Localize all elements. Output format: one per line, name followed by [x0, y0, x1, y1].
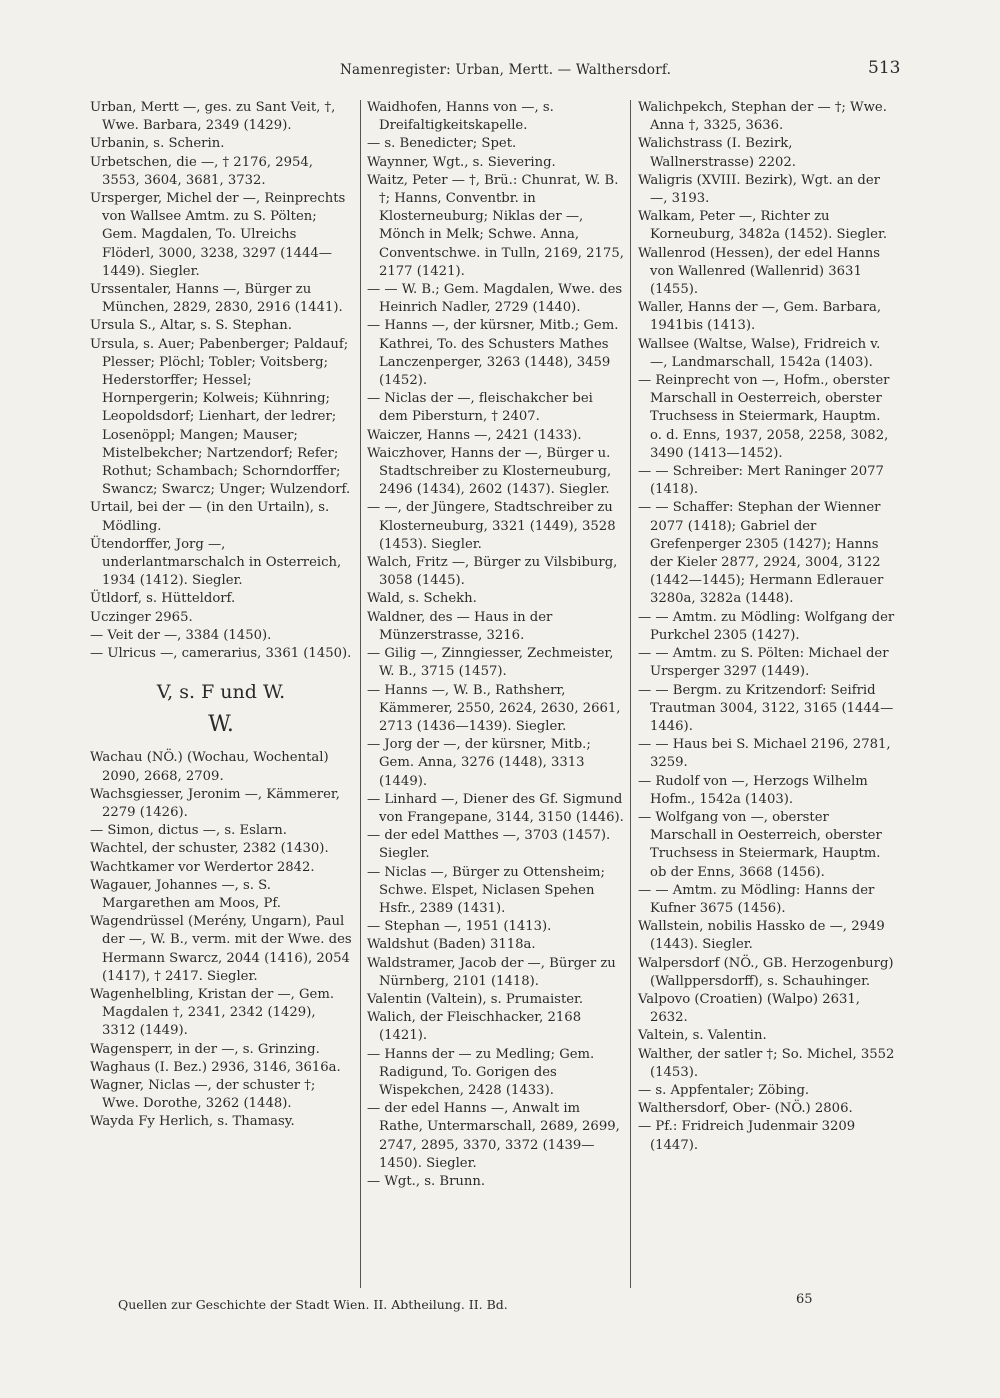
index-entry: Wagenhelbling, Kristan der —, Gem. Magdalen †, 2341, 2342 (1429), 3312 (1449). [90, 986, 335, 1039]
index-entry: Walich, der Fleischhacker, 2168 (1421). [367, 1010, 582, 1044]
index-entry: — s. Appfentaler; Zöbing. [638, 1082, 810, 1098]
index-entry: Walthersdorf, Ober- (NÖ.) 2806. [638, 1101, 853, 1117]
index-entry: Waiczhover, Hanns der —, Bürger u. Stadtschreiber zu Klosterneuburg, 2496 (1434), 2602 (1437). Siegler. [367, 445, 612, 498]
column-rule [630, 100, 631, 1288]
index-entry: — Pf.: Fridreich Judenmair 3209 (1447). [638, 1119, 856, 1153]
index-entry: — —, der Jüngere, Stadtschreiber zu Klosterneuburg, 3321 (1449), 3528 (1453). Siegler. [367, 500, 616, 552]
index-entry: — — Haus bei S. Michael 2196, 2781, 3259. [638, 737, 891, 771]
index-entry: Waldner, des — Haus in der Münzerstrasse, 3216. [367, 609, 553, 643]
index-entry: Urbanin, s. Scherin. [90, 136, 225, 152]
index-entry: Ütldorf, s. Hütteldorf. [90, 591, 236, 607]
footer-signature: 65 [796, 1292, 813, 1307]
index-entry: — Niclas —, Bürger zu Ottensheim; Schwe. Elspet, Niclasen Spehen Hsfr., 2389 (1431). [367, 864, 605, 916]
index-entry: — Hanns —, der kürsner, Mitb.; Gem. Kathrei, To. des Schusters Mathes Lanczenperger, 3263 (1448), 3459 (1452). [367, 318, 619, 389]
index-entry: Wagner, Niclas —, der schuster †; Wwe. Dorothe, 3262 (1448). [90, 1077, 316, 1112]
index-entry: Walpersdorf (NÖ., GB. Herzogenburg) (Wallppersdorff), s. Schauhinger. [638, 955, 894, 989]
index-entry: Wayda Fy Herlich, s. Thamasy. [90, 1114, 295, 1130]
index-entry: Walkam, Peter —, Richter zu Korneuburg, 3482a (1452). Siegler. [638, 209, 888, 243]
index-entry: — Gilig —, Zinngiesser, Zechmeister, W. B., 3715 (1457). [367, 646, 614, 680]
index-entry: — der edel Matthes —, 3703 (1457). Siegler. [367, 828, 611, 862]
index-entry: Wachsgiesser, Jeronim —, Kämmerer, 2279 (1426). [90, 786, 340, 820]
index-entry: Walch, Fritz —, Bürger zu Vilsbiburg, 3058 (1445). [367, 555, 618, 589]
index-entry: — — Amtm. zu Mödling: Wolfgang der Purkchel 2305 (1427). [638, 609, 895, 643]
index-entry: — der edel Hanns —, Anwalt im Rathe, Untermarschall, 2689, 2699, 2747, 2895, 3370, 3372 (1439—1450). Siegler. [367, 1101, 620, 1171]
index-entry: — — Schaffer: Stephan der Wienner 2077 (1418); Gabriel der Grefenperger 2305 (1427); Hanns der Kieler 2877, 2924, 3004, 3122 (1442—1445); Hermann Edlerauer 3280a, 3282a (1448). [638, 500, 884, 607]
index-entry: Walichpekch, Stephan der — †; Wwe. Anna †, 3325, 3636. [638, 100, 887, 134]
index-entry: — — Schreiber: Mert Raninger 2077 (1418). [638, 464, 884, 498]
index-entry: Ütendorffer, Jorg —, underlantmarschalch in Osterreich, 1934 (1412). Siegler. [90, 536, 342, 589]
index-entry: — Hanns —, W. B., Rathsherr, Kämmerer, 2550, 2624, 2630, 2661, 2713 (1436—1439). Siegler. [367, 682, 621, 734]
index-entry: Urbetschen, die —, † 2176, 2954, 3553, 3604, 3681, 3732. [90, 154, 314, 188]
index-entry: Uczinger 2965. [90, 609, 193, 625]
index-entry: Waitz, Peter — †, Brü.: Chunrat, W. B. †; Hanns, Conventbr. in Klosterneuburg; Niklas der —, Mönch in Melk; Schwe. Anna, Conventschwe. in Tulln, 2169, 2175, 2177 (1421). [367, 172, 624, 279]
index-entry: Waynner, Wgt., s. Sievering. [367, 154, 556, 170]
index-entry: — Wgt., s. Brunn. [367, 1173, 486, 1189]
index-entry: — Rudolf von —, Herzogs Wilhelm Hofm., 1542a (1403). [638, 773, 868, 807]
index-entry: — s. Benedicter; Spet. [367, 136, 517, 152]
footer-source: Quellen zur Geschichte der Stadt Wien. II. Abtheilung. II. Bd. [118, 1297, 508, 1312]
index-entry: Valentin (Valtein), s. Prumaister. [367, 991, 584, 1007]
index-entry: — Linhard —, Diener des Gf. Sigmund von Frangepane, 3144, 3150 (1446). [367, 791, 624, 825]
index-column-3 [638, 99, 896, 1155]
index-entry: Walther, der satler †; So. Michel, 3552 (1453). [638, 1046, 895, 1080]
index-entry: Wagauer, Johannes —, s. S. Margarethen am Moos, Pf. [90, 877, 281, 911]
index-entry: Waller, Hanns der —, Gem. Barbara, 1941bis (1413). [638, 300, 882, 334]
index-entry: Waldshut (Baden) 3118a. [367, 937, 536, 953]
index-entry: Ursula S., Altar, s. S. Stephan. [90, 318, 292, 334]
index-entry: Wachtkamer vor Werdertor 2842. [90, 859, 315, 875]
index-entry: — — W. B.; Gem. Magdalen, Wwe. des Heinrich Nadler, 2729 (1440). [367, 282, 623, 316]
index-entry: Wagensperr, in der —, s. Grinzing. [90, 1041, 320, 1057]
index-entry: Wagendrüssel (Merény, Ungarn), Paul der —, W. B., verm. mit der Wwe. des Hermann Swarcz, 2044 (1416), 2054 (1417), † 2417. Siegler. [90, 914, 352, 984]
index-entry: Urban, Mertt —, ges. zu Sant Veit, †, Wwe. Barbara, 2349 (1429). [90, 100, 336, 134]
index-entry: Wallenrod (Hessen), der edel Hanns von Wallenred (Wallenrid) 3631 (1455). [638, 245, 881, 298]
index-entry: Urssentaler, Hanns —, Bürger zu München, 2829, 2830, 2916 (1441). [90, 282, 343, 316]
index-column-1 [90, 99, 352, 1132]
index-entry: — — Amtm. zu Mödling: Hanns der Kufner 3675 (1456). [638, 882, 875, 916]
index-entry: — Stephan —, 1951 (1413). [367, 919, 552, 935]
index-entry: — Veit der —, 3384 (1450). [90, 627, 272, 643]
index-entry: Ursula, s. Auer; Pabenberger; Paldauf; Plesser; Plöchl; Tobler; Voitsberg; Hederstorffer; Hessel; Hornpergerin; Kolweis; Kühnring; Leopoldsdorf; Lienhart, der ledrer; Losenöppl; Mangen; Mauser; Mistelbekcher; Nartzendorf; Refer; Rothut; Schambach; Schorndorffer; Swancz; Swarcz; Unger; Wulzendorf. [90, 336, 351, 498]
section-heading-w: W. [208, 712, 234, 738]
index-entry: — Wolfgang von —, oberster Marschall in Oesterreich, oberster Truchsess in Steiermark, Hauptm. ob der Enns, 3668 (1456). [638, 809, 882, 880]
index-entry: — — Bergm. zu Kritzendorf: Seifrid Trautman 3004, 3122, 3165 (1444—1446). [638, 682, 894, 734]
index-entry: — Reinprecht von —, Hofm., oberster Marschall in Oesterreich, oberster Truchsess in Steiermark, Hauptm. o. d. Enns, 1937, 2058, 2258, 3082, 3490 (1413—1452). [638, 373, 890, 461]
index-entry: — — Amtm. zu S. Pölten: Michael der Ursperger 3297 (1449). [638, 646, 889, 680]
index-entry: — Simon, dictus —, s. Eslarn. [90, 823, 287, 839]
index-entry: Wachau (NÖ.) (Wochau, Wochental) 2090, 2668, 2709. [90, 750, 329, 784]
page-number: 513 [868, 58, 901, 78]
index-entry: — Ulricus —, camerarius, 3361 (1450). [90, 646, 352, 662]
index-entry: Valtein, s. Valentin. [638, 1028, 767, 1044]
index-entry: Waligris (XVIII. Bezirk), Wgt. an der —, 3193. [638, 172, 880, 207]
index-entry: Waldstramer, Jacob der —, Bürger zu Nürnberg, 2101 (1418). [367, 955, 616, 989]
index-entry: Wallstein, nobilis Hassko de —, 2949 (1443). Siegler. [638, 919, 885, 953]
index-entry: Waiczer, Hanns —, 2421 (1433). [367, 427, 582, 443]
column-rule [360, 100, 361, 1288]
section-heading-v: V, s. F und W. [156, 681, 286, 704]
index-entry: Wachtel, der schuster, 2382 (1430). [90, 841, 329, 857]
index-entry: Wallsee (Waltse, Walse), Fridreich v. —, Landmarschall, 1542a (1403). [638, 336, 881, 370]
index-entry: — Jorg der —, der kürsner, Mitb.; Gem. Anna, 3276 (1448), 3313 (1449). [367, 737, 591, 789]
index-entry: — Hanns der — zu Medling; Gem. Radigund, To. Gorigen des Wispekchen, 2428 (1433). [367, 1046, 595, 1098]
index-entry: Waghaus (I. Bez.) 2936, 3146, 3616a. [90, 1059, 341, 1075]
running-title: Namenregister: Urban, Mertt. — Walthersdorf. [340, 62, 672, 78]
index-entry: Waidhofen, Hanns von —, s. Dreifaltigkeitskapelle. [367, 100, 554, 134]
index-entry: — Niclas der —, fleischakcher bei dem Pibersturn, † 2407. [367, 391, 593, 425]
index-entry: Walichstrass (I. Bezirk, Wallnerstrasse) 2202. [638, 136, 796, 170]
index-entry: Ursperger, Michel der —, Reinprechts von Wallsee Amtm. zu S. Pölten; Gem. Magdalen, To. Ulreichs Flöderl, 3000, 3238, 3297 (1444—1449). Siegler. [90, 191, 346, 279]
index-entry: Urtail, bei der — (in den Urtailn), s. Mödling. [90, 500, 330, 534]
index-entry: Wald, s. Schekh. [367, 591, 477, 607]
index-column-2 [367, 99, 625, 1191]
index-entry: Valpovo (Croatien) (Walpo) 2631, 2632. [638, 991, 860, 1026]
